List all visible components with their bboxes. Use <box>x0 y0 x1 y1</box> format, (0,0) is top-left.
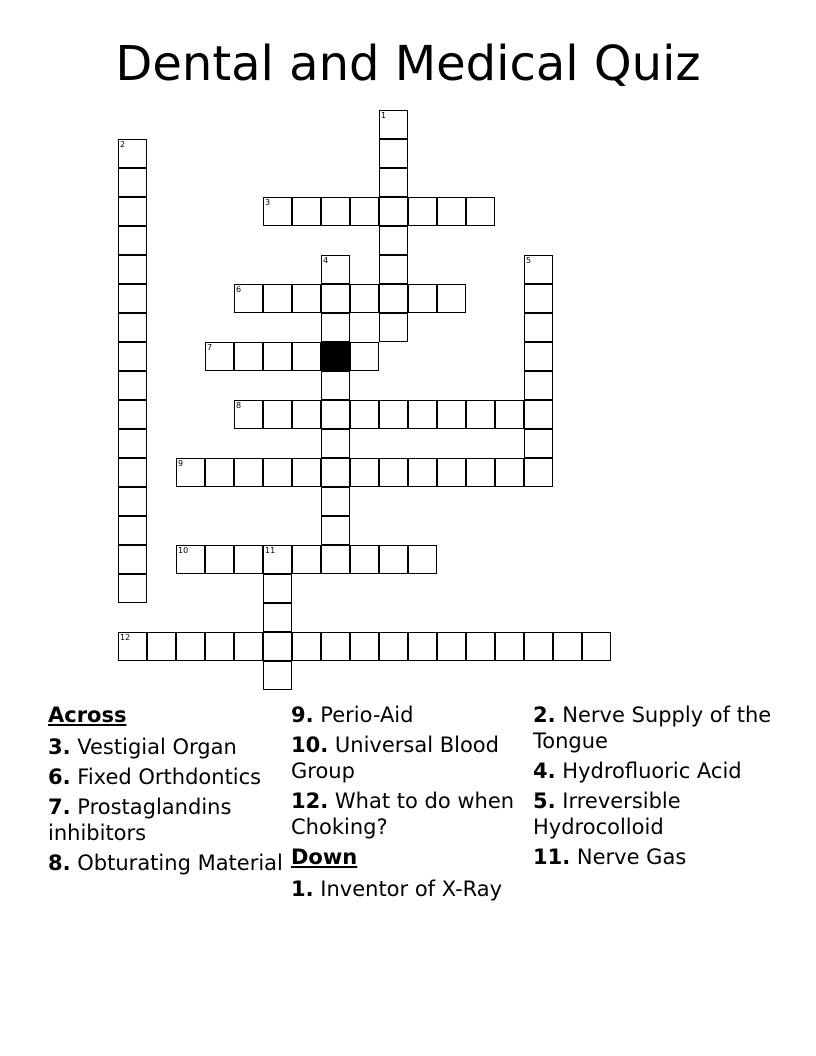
down-clue: 4. Hydrofluoric Acid <box>533 759 742 783</box>
grid-cell[interactable] <box>205 545 234 574</box>
grid-cell[interactable] <box>408 284 437 313</box>
grid-cell[interactable] <box>118 342 147 371</box>
grid-cell[interactable] <box>118 255 147 284</box>
grid-cell[interactable] <box>321 197 350 226</box>
grid-cell[interactable] <box>118 139 147 168</box>
grid-cell[interactable] <box>263 603 292 632</box>
grid-cell[interactable] <box>524 458 553 487</box>
grid-cell[interactable] <box>118 284 147 313</box>
grid-cell[interactable] <box>350 284 379 313</box>
clue-column-1 <box>48 702 288 880</box>
grid-cell[interactable] <box>350 545 379 574</box>
grid-cell[interactable] <box>495 458 524 487</box>
grid-cell[interactable] <box>466 458 495 487</box>
grid-cell[interactable] <box>118 516 147 545</box>
grid-cell[interactable] <box>147 632 176 661</box>
grid-cell[interactable] <box>321 284 350 313</box>
grid-cell[interactable] <box>321 371 350 400</box>
grid-cell[interactable] <box>118 458 147 487</box>
grid-cell[interactable] <box>466 400 495 429</box>
grid-cell[interactable] <box>118 487 147 516</box>
grid-cell[interactable] <box>205 458 234 487</box>
grid-cell[interactable] <box>263 284 292 313</box>
grid-cell[interactable] <box>350 342 379 371</box>
clue-column-3 <box>533 702 773 874</box>
grid-cell[interactable] <box>437 197 466 226</box>
page-title: Dental and Medical Quiz <box>115 36 701 92</box>
grid-cell[interactable] <box>118 545 147 574</box>
grid-cell[interactable] <box>118 632 147 661</box>
grid-cell[interactable] <box>292 400 321 429</box>
grid-cell[interactable] <box>263 400 292 429</box>
cell-number: 10 <box>178 546 189 555</box>
cell-number: 2 <box>120 140 126 149</box>
grid-cell[interactable] <box>408 197 437 226</box>
grid-cell[interactable] <box>524 429 553 458</box>
grid-cell[interactable] <box>321 516 350 545</box>
grid-cell[interactable] <box>118 168 147 197</box>
cell-number: 1 <box>381 111 387 120</box>
grid-cell[interactable] <box>350 458 379 487</box>
grid-cell[interactable] <box>379 226 408 255</box>
grid-cell[interactable] <box>524 342 553 371</box>
grid-cell[interactable] <box>379 139 408 168</box>
grid-cell[interactable] <box>263 342 292 371</box>
grid-cell[interactable] <box>263 632 292 661</box>
cell-number: 4 <box>323 256 329 265</box>
grid-cell[interactable] <box>118 313 147 342</box>
grid-cell[interactable] <box>176 458 205 487</box>
grid-cell[interactable] <box>234 342 263 371</box>
grid-cell[interactable] <box>321 429 350 458</box>
down-clue: 1. Inventor of X-Ray <box>291 877 503 901</box>
grid-cell[interactable] <box>379 632 408 661</box>
grid-cell[interactable] <box>408 632 437 661</box>
grid-cell[interactable] <box>176 545 205 574</box>
cell-number: 7 <box>207 343 213 352</box>
grid-cell[interactable] <box>321 400 350 429</box>
grid-cell[interactable] <box>234 400 263 429</box>
grid-cell[interactable] <box>263 458 292 487</box>
grid-cell[interactable] <box>321 632 350 661</box>
grid-cell[interactable] <box>379 197 408 226</box>
across-clue: 8. Obturating Material <box>48 851 283 875</box>
grid-cell[interactable] <box>379 545 408 574</box>
grid-cell[interactable] <box>408 458 437 487</box>
grid-cell[interactable] <box>292 197 321 226</box>
grid-cell[interactable] <box>263 661 292 690</box>
grid-cell[interactable] <box>379 168 408 197</box>
cell-number: 6 <box>236 285 242 294</box>
down-clue: 11. Nerve Gas <box>533 845 687 869</box>
grid-cell[interactable] <box>205 342 234 371</box>
grid-cell[interactable] <box>205 632 234 661</box>
grid-cell[interactable] <box>292 284 321 313</box>
grid-cell[interactable] <box>495 632 524 661</box>
grid-cell[interactable] <box>379 284 408 313</box>
cell-number: 9 <box>178 459 184 468</box>
grid-cell[interactable] <box>437 284 466 313</box>
cell-number: 5 <box>526 256 532 265</box>
grid-cell[interactable] <box>263 545 292 574</box>
grid-cell[interactable] <box>582 632 611 661</box>
grid-cell[interactable] <box>234 632 263 661</box>
across-heading: Across <box>48 703 127 727</box>
grid-cell[interactable] <box>321 255 350 284</box>
grid-cell[interactable] <box>176 632 205 661</box>
grid-cell[interactable] <box>350 400 379 429</box>
grid-cell[interactable] <box>234 284 263 313</box>
grid-cell[interactable] <box>379 255 408 284</box>
grid-cell[interactable] <box>466 632 495 661</box>
across-clue: 7. Prostaglandins inhibitors <box>48 795 232 845</box>
grid-cell[interactable] <box>524 371 553 400</box>
grid-cell[interactable] <box>466 197 495 226</box>
grid-cell[interactable] <box>553 632 582 661</box>
grid-cell[interactable] <box>118 197 147 226</box>
grid-cell[interactable] <box>524 632 553 661</box>
grid-cell[interactable] <box>263 197 292 226</box>
grid-cell[interactable] <box>350 632 379 661</box>
grid-cell[interactable] <box>263 574 292 603</box>
grid-cell[interactable] <box>379 313 408 342</box>
down-clue: 5. Irreversible Hydrocolloid <box>533 789 681 839</box>
grid-cell[interactable] <box>524 284 553 313</box>
down-clue: 2. Nerve Supply of the Tongue <box>533 703 772 753</box>
clue-column-2 <box>291 702 531 906</box>
grid-cell[interactable] <box>292 632 321 661</box>
grid-cell[interactable] <box>321 545 350 574</box>
grid-cell[interactable] <box>292 342 321 371</box>
grid-cell[interactable] <box>379 400 408 429</box>
grid-cell[interactable] <box>379 110 408 139</box>
grid-cell[interactable] <box>524 400 553 429</box>
grid-cell[interactable] <box>292 458 321 487</box>
grid-cell[interactable] <box>321 313 350 342</box>
grid-cell[interactable] <box>118 574 147 603</box>
across-clue: 12. What to do when Choking? <box>291 789 515 839</box>
grid-cell[interactable] <box>292 545 321 574</box>
across-clue: 3. Vestigial Organ <box>48 735 237 759</box>
grid-cell[interactable] <box>118 226 147 255</box>
across-clue: 10. Universal Blood Group <box>291 733 499 783</box>
grid-cell[interactable] <box>437 400 466 429</box>
grid-cell[interactable] <box>524 255 553 284</box>
cell-number: 12 <box>120 633 131 642</box>
grid-cell[interactable] <box>437 632 466 661</box>
grid-cell[interactable] <box>408 400 437 429</box>
across-clue: 9. Perio-Aid <box>291 703 414 727</box>
grid-cell[interactable] <box>495 400 524 429</box>
grid-cell[interactable] <box>379 458 408 487</box>
black-cell <box>321 342 350 371</box>
grid-cell[interactable] <box>321 487 350 516</box>
grid-cell[interactable] <box>524 313 553 342</box>
grid-cell[interactable] <box>118 429 147 458</box>
grid-cell[interactable] <box>118 371 147 400</box>
down-heading: Down <box>291 845 358 869</box>
grid-cell[interactable] <box>350 197 379 226</box>
grid-cell[interactable] <box>118 400 147 429</box>
cell-number: 3 <box>265 198 271 207</box>
cell-number: 8 <box>236 401 242 410</box>
grid-cell[interactable] <box>408 545 437 574</box>
cell-number: 11 <box>265 546 276 555</box>
grid-cell[interactable] <box>234 545 263 574</box>
grid-cell[interactable] <box>234 458 263 487</box>
grid-cell[interactable] <box>437 458 466 487</box>
grid-cell[interactable] <box>321 458 350 487</box>
across-clue: 6. Fixed Orthdontics <box>48 765 262 789</box>
